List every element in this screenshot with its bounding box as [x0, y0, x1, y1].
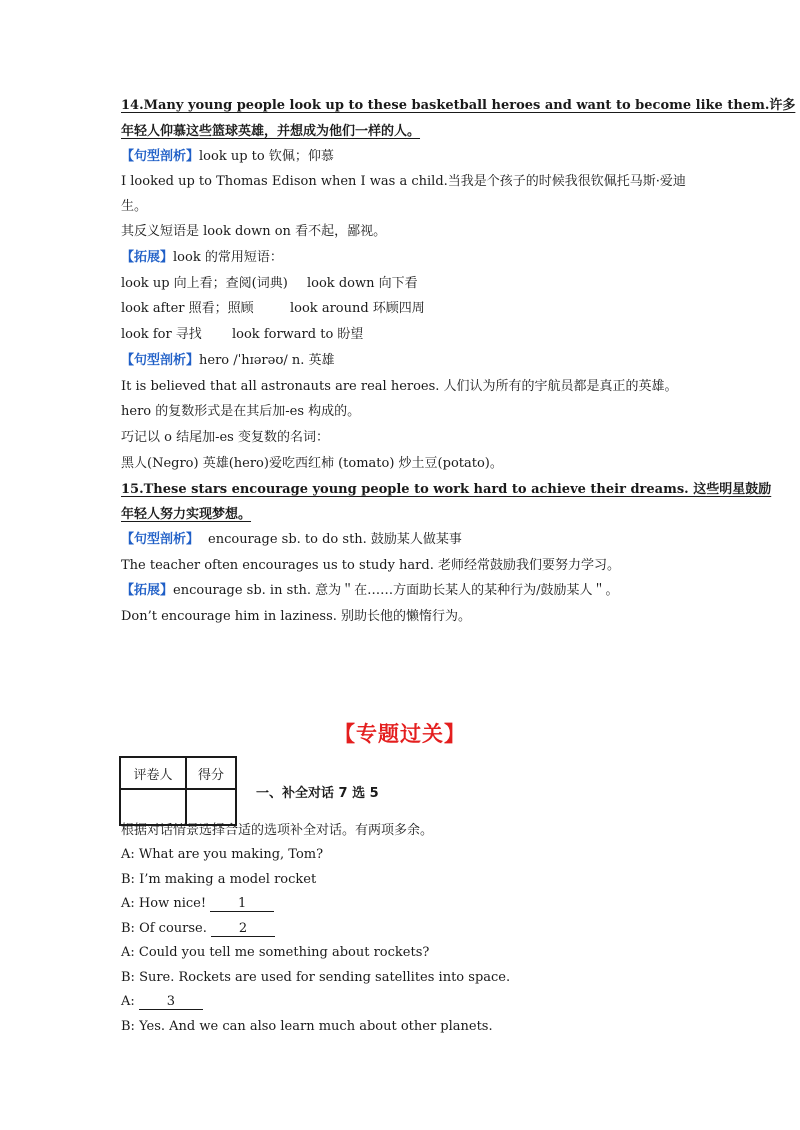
q14-trick: 巧记以 o 结尾加-es 变复数的名词： [121, 430, 329, 445]
q14-antonym: 其反义短语是 look down on 看不起，鄙视。 [121, 224, 387, 239]
part-heading: 一、补全对话 7 选 5 [256, 786, 379, 801]
phrase: look after 照看；照顾 [121, 301, 254, 316]
score-header: 得分 [186, 757, 236, 789]
q14-example-2: It is believed that all astronauts are real heroes. 人们认为所有的宇航员都是真正的英雄。 [121, 379, 678, 394]
dialogue-prefix: B: Of course. [121, 921, 211, 936]
analysis-text: look up to 钦佩；仰慕 [199, 149, 334, 164]
q15-heading-line2: 年轻人努力实现梦想。 [121, 507, 252, 522]
q14-plural-rule: hero 的复数形式是在其后加-es 构成的。 [121, 404, 361, 419]
q14-extension [121, 249, 720, 267]
instruction: 根据对话情景选择合适的选项补全对话。有两项多余。 [121, 823, 434, 838]
q15-extension [121, 582, 720, 600]
q14-example-1-line1: I looked up to Thomas Edison when I was a child.当我是个孩子的时候我很钦佩托马斯·爱迪 [121, 174, 686, 189]
analysis-tag: 【句型剖析】 [121, 353, 200, 368]
dialogue-line: B: I’m making a model rocket [121, 872, 317, 887]
q15-heading-line1: 15.These stars encourage young people to work hard to achieve their dreams. 这些明星鼓励 [121, 482, 772, 497]
section-title: 【专题过关】 [334, 722, 466, 746]
extension-tag: 【拓展】 [121, 250, 174, 265]
q14-analysis-2 [121, 352, 720, 370]
q14-mnemonic: 黑人(Negro) 英雄(hero)爱吃西红柿 (tomato) 炒土豆(potato)。 [121, 456, 503, 471]
analysis-text: encourage sb. to do sth. 鼓励某人做某事 [208, 532, 462, 547]
analysis-tag: 【句型剖析】 [121, 149, 200, 164]
dialogue-line [121, 993, 720, 1011]
phrase: look forward to 盼望 [232, 327, 364, 342]
phrase: look up 向上看；查阅(词典) [121, 276, 288, 291]
phrase-row [121, 326, 720, 344]
dialogue-line [121, 920, 720, 938]
dialogue-prefix: A: How nice! [121, 896, 211, 911]
phrase: look around 环顾四周 [290, 301, 425, 316]
q14-analysis-1 [121, 148, 720, 166]
dialogue-line [121, 895, 720, 913]
q14-heading-line2: 年轻人仰慕这些篮球英雄，并想成为他们一样的人。 [121, 124, 421, 139]
dialogue-line: B: Sure. Rockets are used for sending satellites into space. [121, 970, 511, 985]
grader-header: 评卷人 [120, 757, 186, 789]
grader-cell [120, 789, 186, 825]
answer-blank-1[interactable]: 1 [210, 897, 274, 912]
analysis-text: hero /ˈhɪərəʊ/ n. 英雄 [199, 353, 335, 368]
score-cell [186, 789, 236, 825]
answer-blank-2[interactable]: 2 [211, 922, 275, 937]
dialogue-line: A: Could you tell me something about rockets? [121, 945, 430, 960]
q15-example-2: Don’t encourage him in laziness. 别助长他的懒惰行为。 [121, 609, 472, 624]
dialogue-line: A: What are you making, Tom? [121, 847, 324, 862]
score-table [119, 756, 237, 826]
analysis-tag: 【句型剖析】 [121, 532, 200, 547]
extension-tag: 【拓展】 [121, 583, 174, 598]
dialogue-line: B: Yes. And we can also learn much about other planets. [121, 1019, 493, 1034]
phrase-row [121, 275, 720, 293]
extension-text: encourage sb. in sth. 意为＂在……方面助长某人的某种行为/鼓励某人＂。 [173, 583, 619, 598]
phrase: look down 向下看 [307, 276, 418, 291]
extension-text: look 的常用短语： [173, 250, 283, 265]
dialogue-prefix: A: [121, 994, 139, 1009]
q14-example-1-line2: 生。 [121, 199, 148, 214]
q15-analysis [121, 531, 720, 549]
phrase-row [121, 300, 720, 318]
phrase: look for 寻找 [121, 327, 202, 342]
answer-blank-3[interactable]: 3 [139, 995, 203, 1010]
q14-heading-line1: 14.Many young people look up to these basketball heroes and want to become like them.许多 [121, 98, 796, 113]
q15-example-1: The teacher often encourages us to study hard. 老师经常鼓励我们要努力学习。 [121, 558, 620, 573]
